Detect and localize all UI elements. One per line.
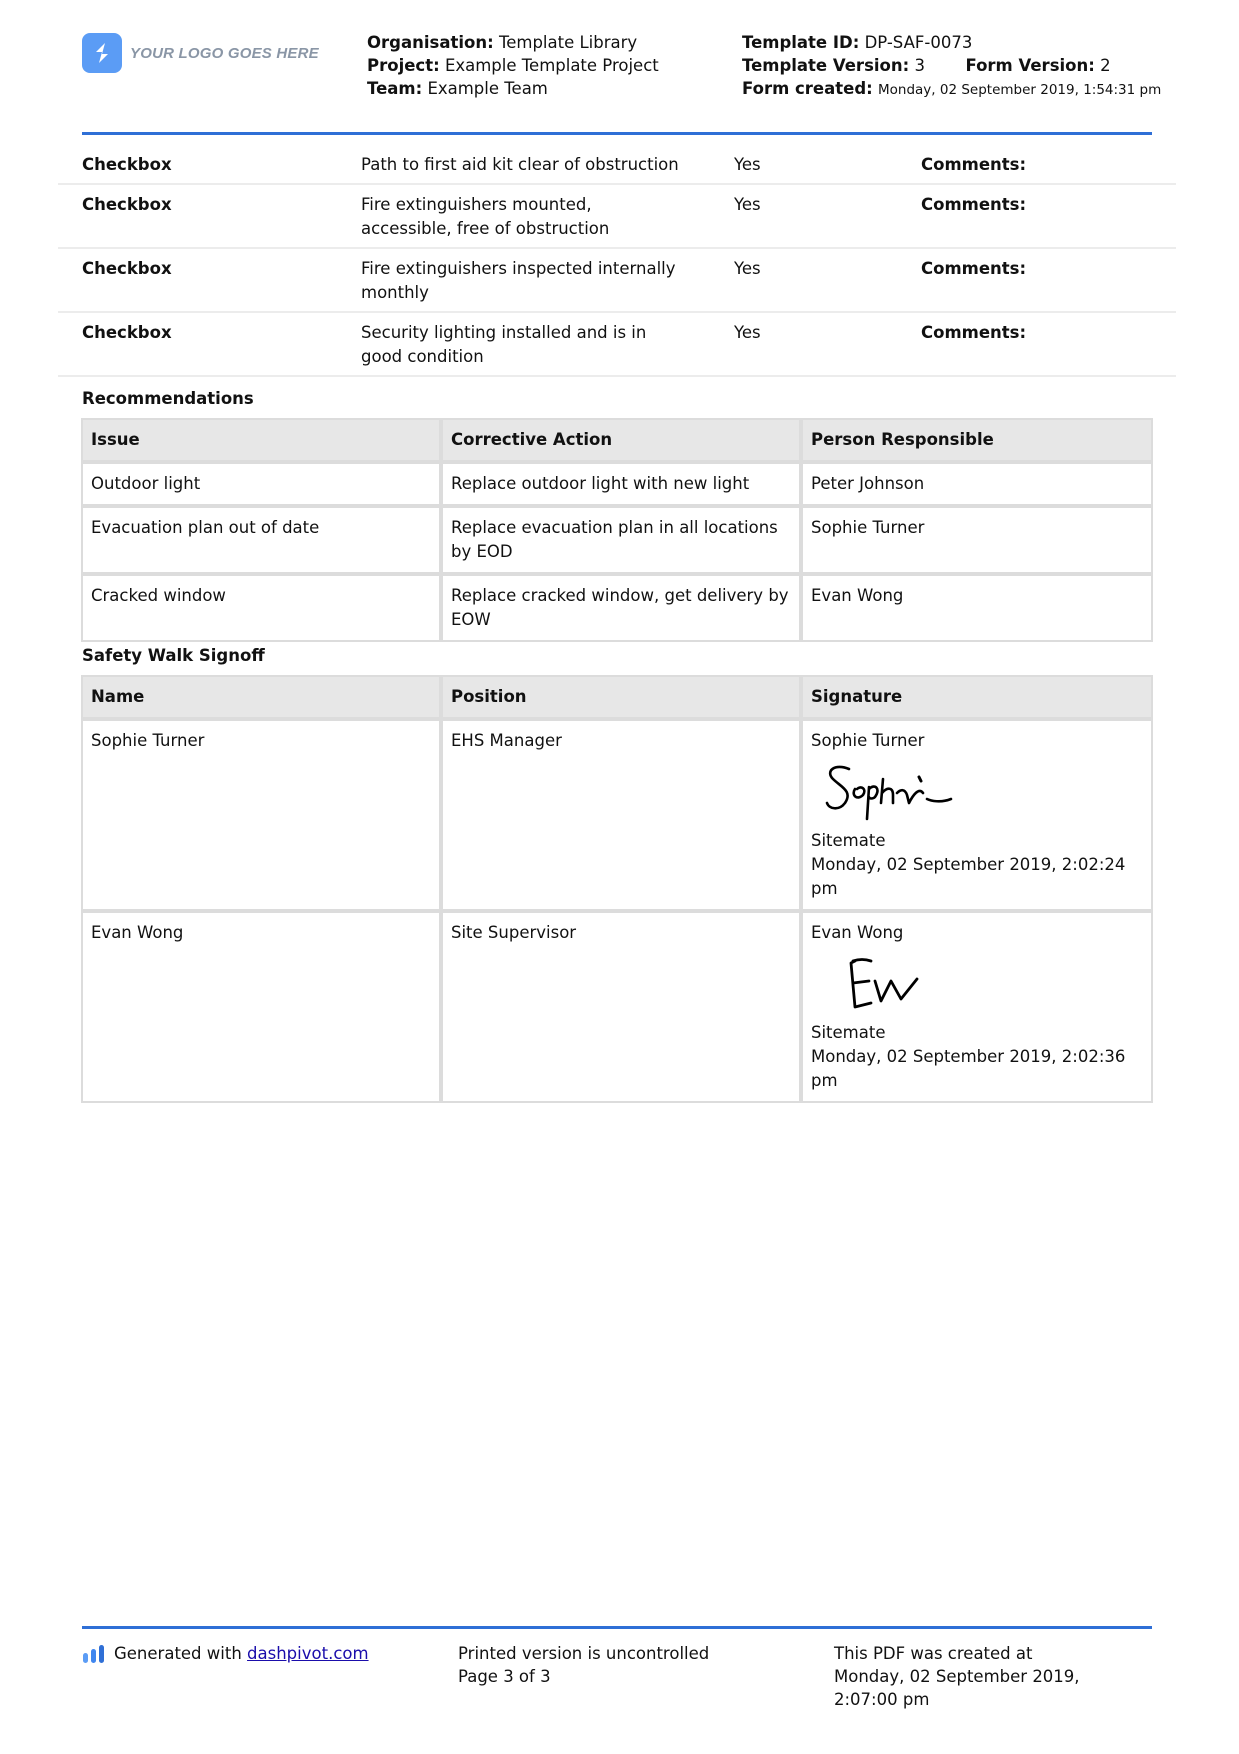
column-header-issue: Issue <box>81 418 441 462</box>
table-header-row <box>81 675 1153 719</box>
checkbox-row <box>58 185 1176 249</box>
comments-label: Comments: <box>921 155 1027 174</box>
person-cell: Sophie Turner <box>801 506 1153 574</box>
dashpivot-link[interactable]: dashpivot.com <box>247 1644 369 1663</box>
signature-cell <box>801 719 1153 911</box>
person-cell: Peter Johnson <box>801 462 1153 506</box>
signature-image <box>811 759 971 821</box>
created-line-3: 2:07:00 pm <box>834 1690 930 1709</box>
column-header-name: Name <box>81 675 441 719</box>
uncontrolled-notice: Printed version is uncontrolled <box>458 1644 710 1663</box>
checkbox-row <box>58 313 1176 377</box>
name-cell: Evan Wong <box>81 911 441 1103</box>
table-header-row <box>81 418 1153 462</box>
created-line-1: This PDF was created at <box>834 1644 1033 1663</box>
logo <box>82 33 319 73</box>
name-cell: Sophie Turner <box>81 719 441 911</box>
checkbox-value: Yes <box>734 259 761 278</box>
issue-cell: Cracked window <box>81 574 441 642</box>
comments-label: Comments: <box>921 259 1027 278</box>
footer-divider <box>82 1626 1152 1629</box>
header-divider <box>82 132 1152 135</box>
checkbox-type: Checkbox <box>82 155 172 174</box>
project-label: Project: <box>367 56 440 75</box>
column-header-position: Position <box>441 675 801 719</box>
signature-org: Sitemate <box>811 831 886 850</box>
created-line-2: Monday, 02 September 2019, <box>834 1667 1080 1686</box>
checkbox-type: Checkbox <box>82 195 172 214</box>
action-cell: Replace outdoor light with new light <box>441 462 801 506</box>
signature-date: Monday, 02 September 2019, 2:02:36 pm <box>811 1047 1126 1090</box>
recommendations-table <box>81 418 1153 642</box>
column-header-signature: Signature <box>801 675 1153 719</box>
signature-image <box>811 951 971 1013</box>
checkbox-item: Path to first aid kit clear of obstruction <box>361 155 679 174</box>
organisation-label: Organisation: <box>367 33 494 52</box>
logo-text: YOUR LOGO GOES HERE <box>130 44 319 62</box>
team-value: Example Team <box>427 79 548 98</box>
recommendations-title: Recommendations <box>82 389 254 408</box>
generated-prefix: Generated with <box>114 1644 242 1663</box>
template-block <box>742 31 1162 102</box>
form-version-value: 2 <box>1100 56 1111 75</box>
form-created-label: Form created: <box>742 79 873 98</box>
signoff-title: Safety Walk Signoff <box>82 646 265 665</box>
action-cell: Replace evacuation plan in all locations by EOD <box>441 506 801 574</box>
checkbox-item: Security lighting installed and is in good condition <box>361 323 647 366</box>
signature-name: Sophie Turner <box>811 731 925 750</box>
form-version-label: Form Version: <box>965 56 1095 75</box>
organisation-value: Template Library <box>498 33 638 52</box>
checkbox-list <box>58 145 1176 377</box>
checkbox-type: Checkbox <box>82 323 172 342</box>
person-cell: Evan Wong <box>801 574 1153 642</box>
form-created-value: Monday, 02 September 2019, 1:54:31 pm <box>878 82 1162 98</box>
comments-label: Comments: <box>921 323 1027 342</box>
team-label: Team: <box>367 79 423 98</box>
checkbox-value: Yes <box>734 155 761 174</box>
organisation-block <box>367 31 659 100</box>
position-cell: EHS Manager <box>441 719 801 911</box>
page-header <box>82 28 1162 133</box>
logo-icon <box>82 33 122 73</box>
table-row <box>81 719 1153 911</box>
signature-date: Monday, 02 September 2019, 2:02:24 pm <box>811 855 1126 898</box>
issue-cell: Outdoor light <box>81 462 441 506</box>
signature-cell <box>801 911 1153 1103</box>
signature-org: Sitemate <box>811 1023 886 1042</box>
checkbox-row <box>58 249 1176 313</box>
table-row <box>81 506 1153 574</box>
checkbox-value: Yes <box>734 323 761 342</box>
comments-label: Comments: <box>921 195 1027 214</box>
checkbox-value: Yes <box>734 195 761 214</box>
signature-name: Evan Wong <box>811 923 904 942</box>
template-id-label: Template ID: <box>742 33 860 52</box>
template-id-value: DP-SAF-0073 <box>864 33 973 52</box>
dashpivot-bars-icon <box>82 1644 106 1664</box>
generated-with <box>82 1642 369 1665</box>
position-cell: Site Supervisor <box>441 911 801 1103</box>
issue-cell: Evacuation plan out of date <box>81 506 441 574</box>
checkbox-type: Checkbox <box>82 259 172 278</box>
project-value: Example Template Project <box>444 56 659 75</box>
table-row <box>81 462 1153 506</box>
column-header-corrective-action: Corrective Action <box>441 418 801 462</box>
uncontrolled-block <box>458 1642 709 1688</box>
created-block <box>834 1642 1134 1711</box>
checkbox-row <box>58 145 1176 185</box>
template-version-value: 3 <box>914 56 925 75</box>
table-row <box>81 574 1153 642</box>
template-version-label: Template Version: <box>742 56 910 75</box>
action-cell: Replace cracked window, get delivery by EOW <box>441 574 801 642</box>
page-number: Page 3 of 3 <box>458 1667 551 1686</box>
checkbox-item: Fire extinguishers inspected internally monthly <box>361 259 676 302</box>
signoff-table <box>81 675 1153 1103</box>
table-row <box>81 911 1153 1103</box>
column-header-person-responsible: Person Responsible <box>801 418 1153 462</box>
checkbox-item: Fire extinguishers mounted, accessible, free of obstruction <box>361 195 610 238</box>
